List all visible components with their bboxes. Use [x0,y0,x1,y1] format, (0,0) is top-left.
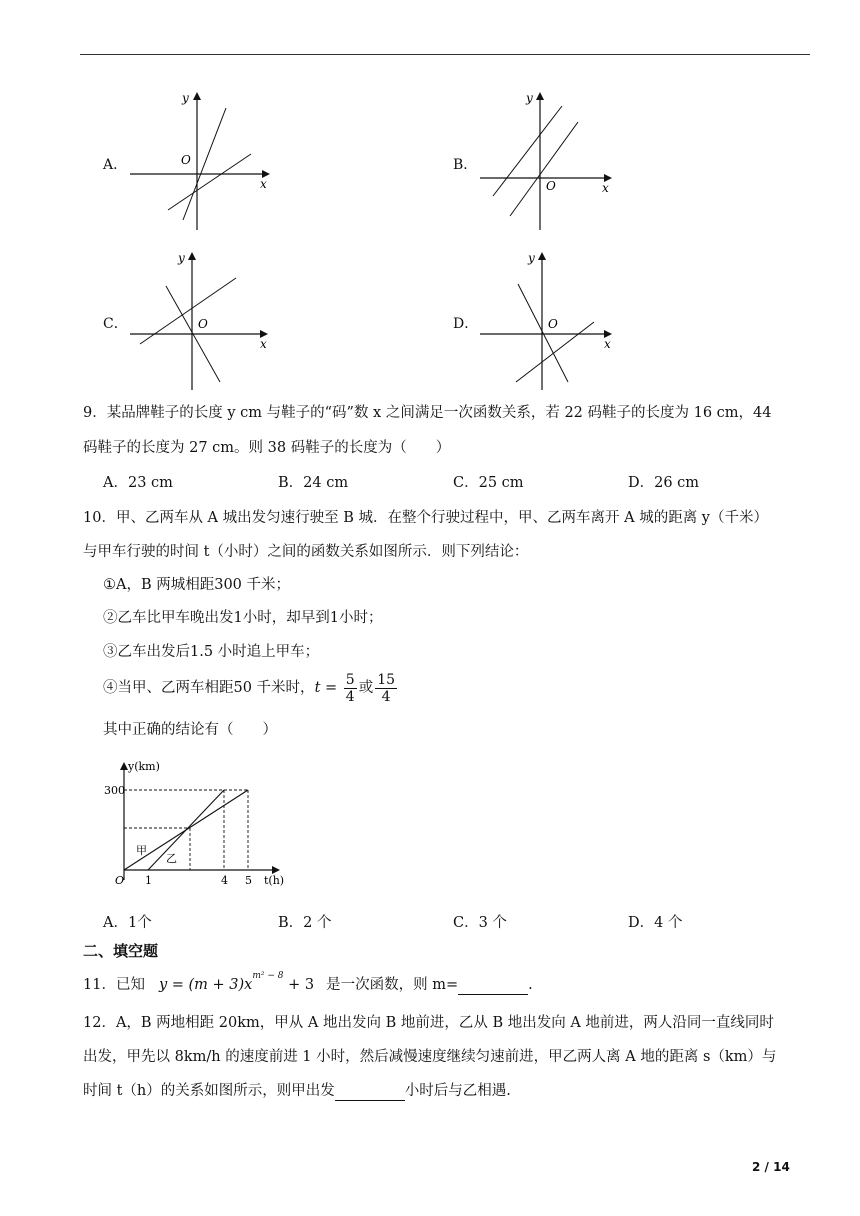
q10-conclusion-3: ③乙车出发后1.5 小时追上甲车； [103,644,320,660]
q11 [83,971,533,995]
chart-ylabel: y(km) [128,760,160,773]
chart-label-jia: 甲 [136,844,147,857]
q9-option-b: B．24 cm [278,475,349,491]
chart-x-tick-5: 5 [245,874,252,887]
q10-c4-var: t [314,680,321,696]
q10-line-1: 10．甲、乙两车从 A 城出发匀速行驶至 B 城．在整个行驶过程中，甲、乙两车离开 A 城的距离 y（千米） [83,510,769,526]
graph-d-label: D． [453,316,479,332]
q10-c4-eq: = [320,680,342,696]
q12-line-3-pre: 时间 t（h）的关系如图所示，则甲出发 [83,1083,335,1099]
x-axis-label: x [260,177,267,191]
line-2 [516,322,594,382]
q11-formula-tail: + 3 [283,977,315,993]
page-number: 2 / 14 [752,1160,790,1174]
q10-conclusion-2: ②乙车比甲车晚出发1小时，却早到1小时； [103,610,383,626]
x-axis-label: x [602,181,609,195]
q9-option-a: A．23 cm [103,475,173,491]
origin-label: O [546,179,556,193]
section-title-fill-blank: 二、填空题 [83,942,159,960]
x-axis-label: x [260,337,267,351]
y-axis-label: y [182,91,189,105]
chart-label-yi: 乙 [166,852,177,865]
q11-answer-blank[interactable] [458,980,528,995]
y-axis-label: y [528,251,535,265]
q10-option-d: D．4 个 [628,915,683,931]
y-axis-label: y [526,91,533,105]
q9-option-d: D．26 cm [628,475,700,491]
q11-prefix: 11．已知 [83,977,145,993]
q10-conclusion-4 [103,670,399,706]
fraction-5-4: $\frac{5}{4}$ [345,671,355,705]
chart-x-tick-4: 4 [221,874,228,887]
q11-end: . [528,977,533,993]
q12-answer-blank[interactable] [335,1086,405,1101]
chart-y-axis-arrow [120,762,128,770]
q10-conclusion-1: ①A，B 两城相距300 千米； [103,577,291,593]
line-2 [510,122,578,216]
graph-a-label: A． [103,157,128,173]
graph-b [478,84,628,234]
chart-xlabel: t(h) [264,874,285,887]
origin-label: O [548,317,558,331]
q9-line-1: 9．某品牌鞋子的长度 y cm 与鞋子的“码”数 x 之间满足一次函数关系，若 22 码鞋子的长度为 16 cm，44 [83,405,772,421]
origin-label: O [181,153,191,167]
q10-c4-prefix: ④当甲、乙两车相距50 千米时， [103,680,315,696]
q11-middle: 是一次函数，则 m= [326,977,459,993]
y-axis-arrow [188,252,196,260]
y-axis-label: y [178,251,185,265]
graph-c [128,244,278,394]
q12-line-1: 12．A，B 两地相距 20km，甲从 A 地出发向 B 地前进，乙从 B 地出发向 A 地前进，两人沿同一直线同时 [83,1015,774,1031]
q11-exponent: m² − 8 [252,971,284,981]
graph-c-label: C． [103,316,128,332]
fraction-15-4: $\frac{15}{4}$ [377,671,396,705]
y-axis-arrow [536,92,544,100]
chart-x-tick-1: 1 [145,874,152,887]
line-1 [518,284,568,382]
graph-b-label: B． [453,157,478,173]
chart-x-axis-arrow [272,866,280,874]
line-yi [148,790,224,870]
q11-formula: y = (m + 3)x [158,977,253,993]
header-rule [80,54,810,55]
q9-option-c: C．25 cm [453,475,524,491]
q10-prompt: 其中正确的结论有（ ） [103,722,277,738]
graph-a [128,84,278,234]
q10-option-a: A．1个 [103,915,152,931]
y-axis-arrow [538,252,546,260]
y-axis-arrow [193,92,201,100]
q12-line-2: 出发，甲先以 8km/h 的速度前进 1 小时，然后减慢速度继续匀速前进，甲乙两人离 A 地的距离 s（km）与 [83,1049,777,1065]
q12-line-3 [83,1081,511,1101]
q9-line-2: 码鞋子的长度为 27 cm。则 38 码鞋子的长度为（ ） [83,440,451,456]
q10-c4-or: 或 [358,680,374,696]
graph-d [478,244,628,394]
chart-origin: O [115,874,125,887]
q12-line-3-post: 小时后与乙相遇. [404,1083,511,1099]
q10-option-c: C．3 个 [453,915,507,931]
q10-line-2: 与甲车行驶的时间 t（小时）之间的函数关系如图所示．则下列结论： [83,544,529,560]
chart-y-tick-300: 300 [104,784,125,797]
origin-label: O [198,317,208,331]
q10-chart [104,756,308,892]
q10-option-b: B．2 个 [278,915,332,931]
x-axis-label: x [604,337,611,351]
